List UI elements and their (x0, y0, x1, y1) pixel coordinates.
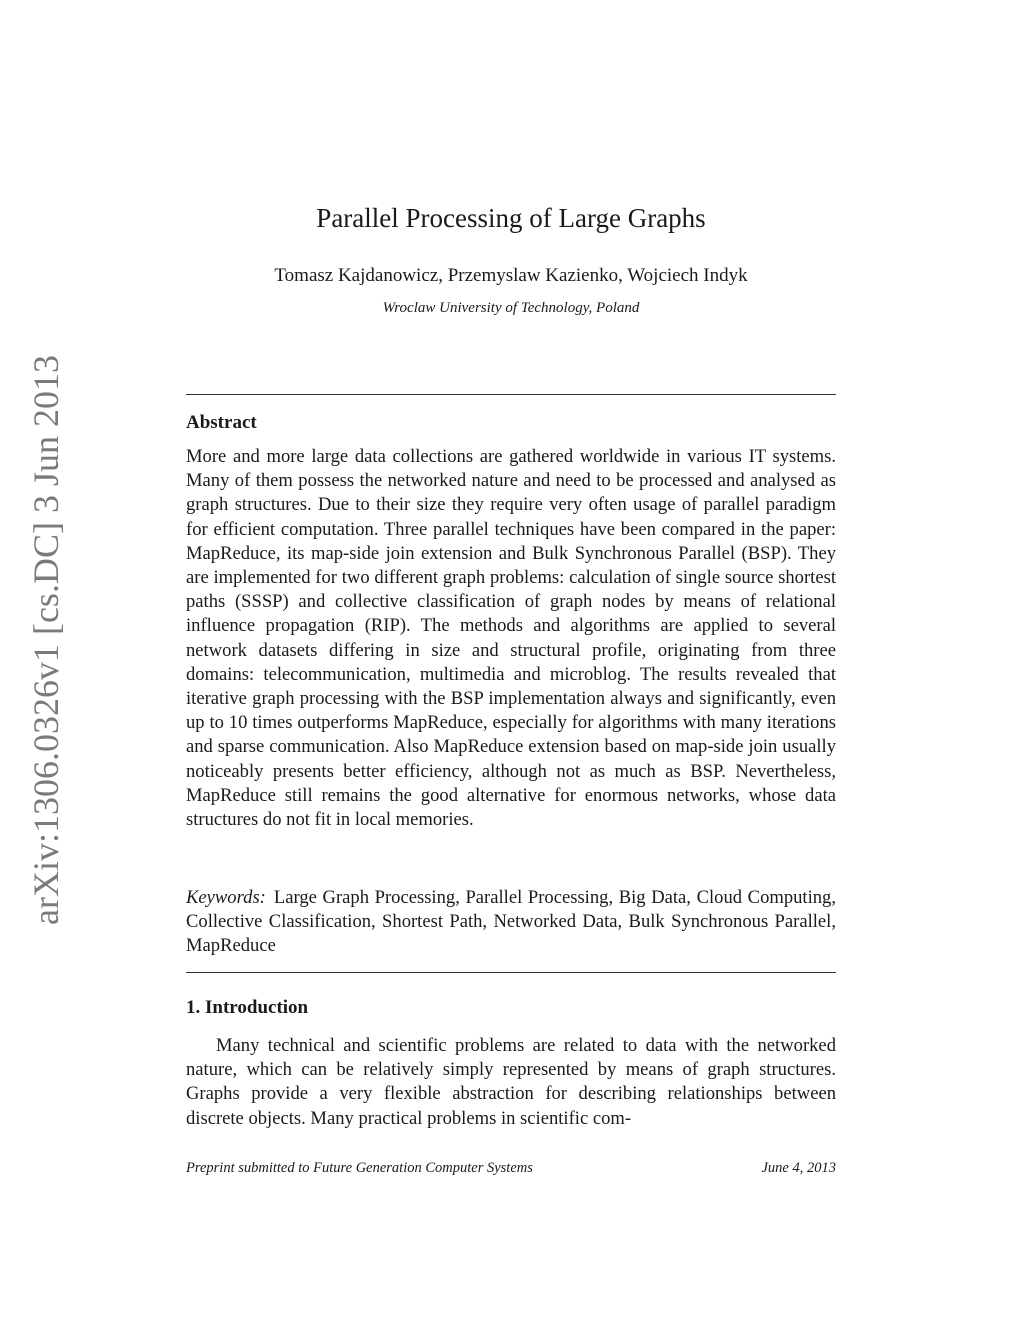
paper-title: Parallel Processing of Large Graphs (316, 203, 706, 233)
author-list: Tomasz Kajdanowicz, Przemyslaw Kazienko, Wojciech Indyk (274, 265, 748, 286)
abstract-text: More and more large data collections are gathered worldwide in various IT systems. Many of them possess the networked nature and need to be processed and analysed as graph structures. Due to their size they require very often usage of parallel paradigm for efficient computation. Three parallel techniques have been compared in the paper: MapReduce, its map-side join extension and Bulk Synchronous Parallel (BSP). They are implemented for two different graph problems: calculation of single source shortest paths (SSSP) and collective classification of graph nodes by means of relational influence propagation (RIP). The methods and algorithms are applied to several network datasets differing in size and structural profile, originating from three domains: telecommunication, multimedia and microblog. The results revealed that iterative graph processing with the BSP implementation always and significantly, even up to 10 times outperforms MapReduce, especially for algorithms with many iterations and sparse communication. Also MapReduce extension based on map-side join usually noticeably presents better efficiency, although not as much as BSP. Nevertheless, MapReduce still remains the good alternative for enormous networks, whose data structures do not fit in local memories. (186, 446, 836, 831)
keywords-text: Large Graph Processing, Parallel Processing, Big Data, Cloud Computing, Collective Classification, Shortest Path, Networked Data, Bulk Synchronous Parallel, MapReduce (186, 887, 836, 957)
abstract-heading: Abstract (186, 412, 257, 433)
footer-submission-note: Preprint submitted to Future Generation Computer Systems (186, 1160, 533, 1176)
introduction-text: Many technical and scientific problems are related to data with the networked nature, which can be relatively simply represented by means of graph structures. Graphs provide a very flexible abstraction for describing relationships between discrete objects. Many practical problems in scientific com- (186, 1035, 836, 1129)
footer-date: June 4, 2013 (761, 1160, 836, 1176)
affiliation: Wroclaw University of Technology, Poland (382, 300, 640, 316)
arxiv-identifier: arXiv:1306.0326v1 [cs.DC] 3 Jun 2013 (26, 355, 66, 925)
keywords-label: Keywords: (186, 887, 266, 908)
section-heading-introduction: 1. Introduction (186, 997, 309, 1018)
bottom-divider (186, 972, 836, 973)
keywords (186, 886, 836, 959)
top-divider (186, 394, 836, 395)
